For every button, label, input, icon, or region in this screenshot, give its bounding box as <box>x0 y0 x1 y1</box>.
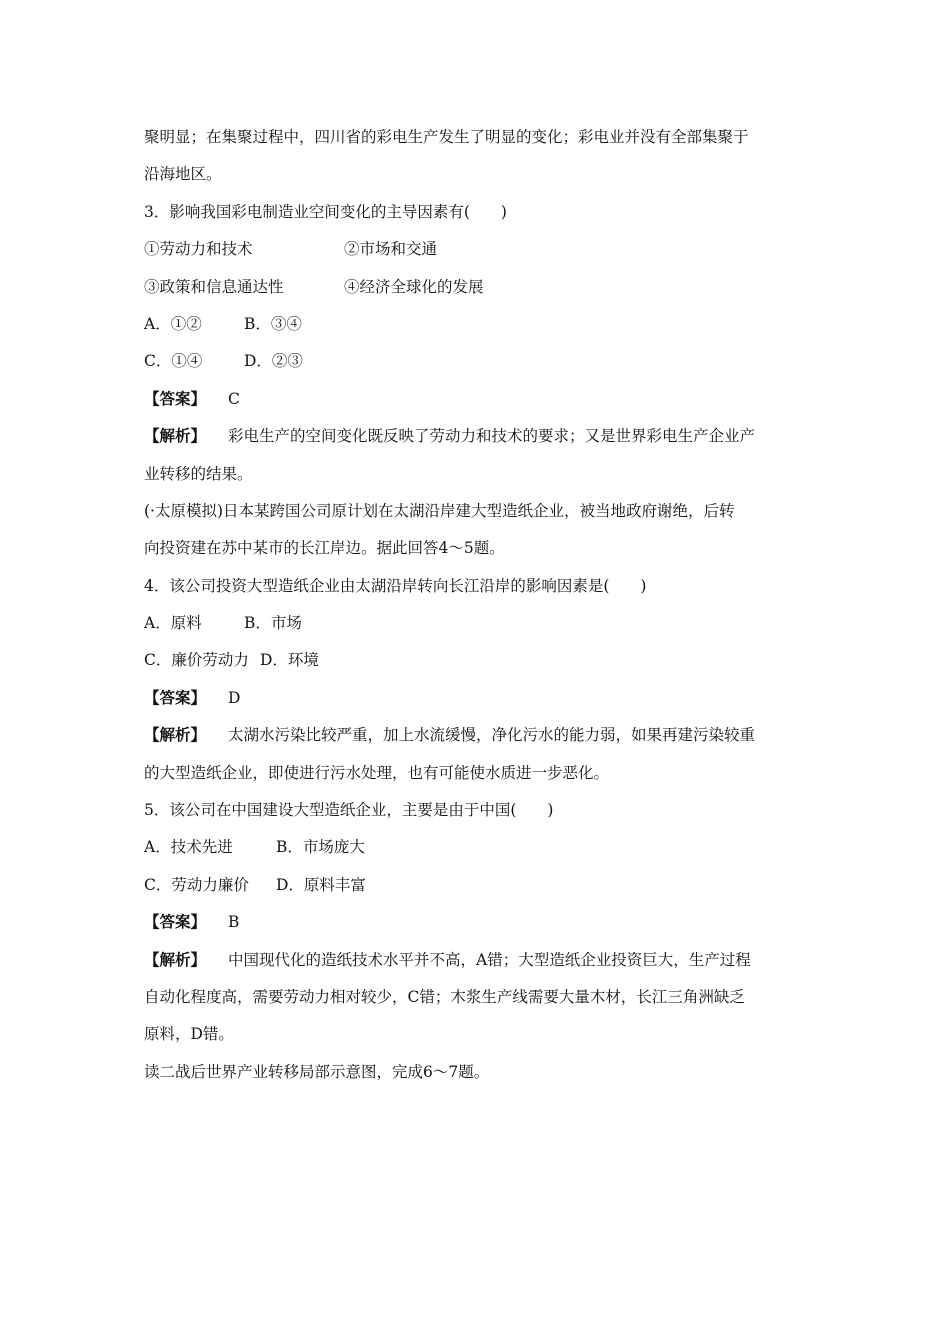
factor-4: ④经济全球化的发展 <box>344 277 484 296</box>
question-5-choices-row-2 <box>144 872 810 909</box>
question-5-stem: 5．该公司在中国建设大型造纸企业，主要是由于中国( ) <box>144 801 554 820</box>
answer-value: B <box>228 913 240 932</box>
text-line: 沿海地区。 <box>144 165 222 184</box>
choice-d: D．环境 <box>260 651 319 670</box>
answer-tag: 【答案】 <box>144 912 207 932</box>
answer-tag: 【答案】 <box>144 687 207 707</box>
choice-c: C．廉价劳动力 <box>144 651 249 670</box>
analysis-tag: 【解析】 <box>144 725 207 745</box>
question-3-choices-row-1 <box>144 311 810 348</box>
choice-d: D．②③ <box>244 352 303 371</box>
choice-a: A．原料 <box>144 614 202 633</box>
question-5-answer <box>144 909 810 946</box>
answer-value: D <box>228 688 241 707</box>
text-line: 聚明显；在集聚过程中，四川省的彩电生产发生了明显的变化；彩电业并没有全部集聚于 <box>144 128 749 146</box>
analysis-text: 中国现代化的造纸技术水平并不高，A错；大型造纸企业投资巨大，生产过程 <box>228 950 751 969</box>
question-4-analysis <box>144 722 810 759</box>
analysis-text: 太湖水污染比较严重，加上水流缓慢，净化污水的能力弱，如果再建污染较重 <box>228 726 756 745</box>
factor-2: ②市场和交通 <box>344 240 438 259</box>
question-4-choices-row-2 <box>144 647 810 684</box>
question-4-analysis-cont: 的大型造纸企业，即使进行污水处理，也有可能使水质进一步恶化。 <box>144 763 610 782</box>
choice-c: C．劳动力廉价 <box>144 875 249 894</box>
choice-a: A．①② <box>144 314 202 333</box>
passage-intro-4-5-cont: 向投资建在苏中某市的长江岸边。据此回答4～5题。 <box>144 539 505 558</box>
factor-1: ①劳动力和技术 <box>144 240 253 259</box>
answer-tag: 【答案】 <box>144 388 207 408</box>
question-3-analysis <box>144 423 810 460</box>
factor-3: ③政策和信息通达性 <box>144 277 284 296</box>
question-3-factors-row-2 <box>144 274 810 311</box>
question-4-choices-row-1 <box>144 610 810 647</box>
question-4-answer <box>144 685 810 722</box>
question-3-analysis-cont: 业转移的结果。 <box>144 464 253 483</box>
analysis-tag: 【解析】 <box>144 426 207 446</box>
question-3-factors-row-1 <box>144 236 810 273</box>
passage-intro-6-7: 读二战后世界产业转移局部示意图，完成6～7题。 <box>144 1062 490 1081</box>
choice-b: B．③④ <box>244 314 302 333</box>
question-5-analysis <box>144 947 810 984</box>
question-3-choices-row-2 <box>144 348 810 385</box>
question-3-answer <box>144 386 810 423</box>
choice-c: C．①④ <box>144 352 203 371</box>
analysis-text: 彩电生产的空间变化既反映了劳动力和技术的要求；又是世界彩电生产企业产 <box>228 427 756 446</box>
question-3-stem: 3．影响我国彩电制造业空间变化的主导因素有( ) <box>144 202 507 221</box>
analysis-tag: 【解析】 <box>144 949 207 969</box>
question-5-analysis-cont: 自动化程度高，需要劳动力相对较少，C错；木浆生产线需要大量木材，长江三角洲缺乏 <box>144 987 745 1006</box>
choice-a: A．技术先进 <box>144 838 233 857</box>
choice-b: B．市场 <box>244 614 302 633</box>
answer-value: C <box>228 389 240 408</box>
question-5-choices-row-1 <box>144 834 810 871</box>
question-5-analysis-cont: 原料，D错。 <box>144 1025 234 1044</box>
document-body <box>144 124 810 1096</box>
passage-intro-4-5: (·太原模拟)日本某跨国公司原计划在太湖沿岸建大型造纸企业，被当地政府谢绝，后转 <box>144 501 735 520</box>
choice-d: D．原料丰富 <box>276 875 366 894</box>
choice-b: B．市场庞大 <box>276 838 365 857</box>
question-4-stem: 4．该公司投资大型造纸企业由太湖沿岸转向长江沿岸的影响因素是( ) <box>144 576 647 595</box>
